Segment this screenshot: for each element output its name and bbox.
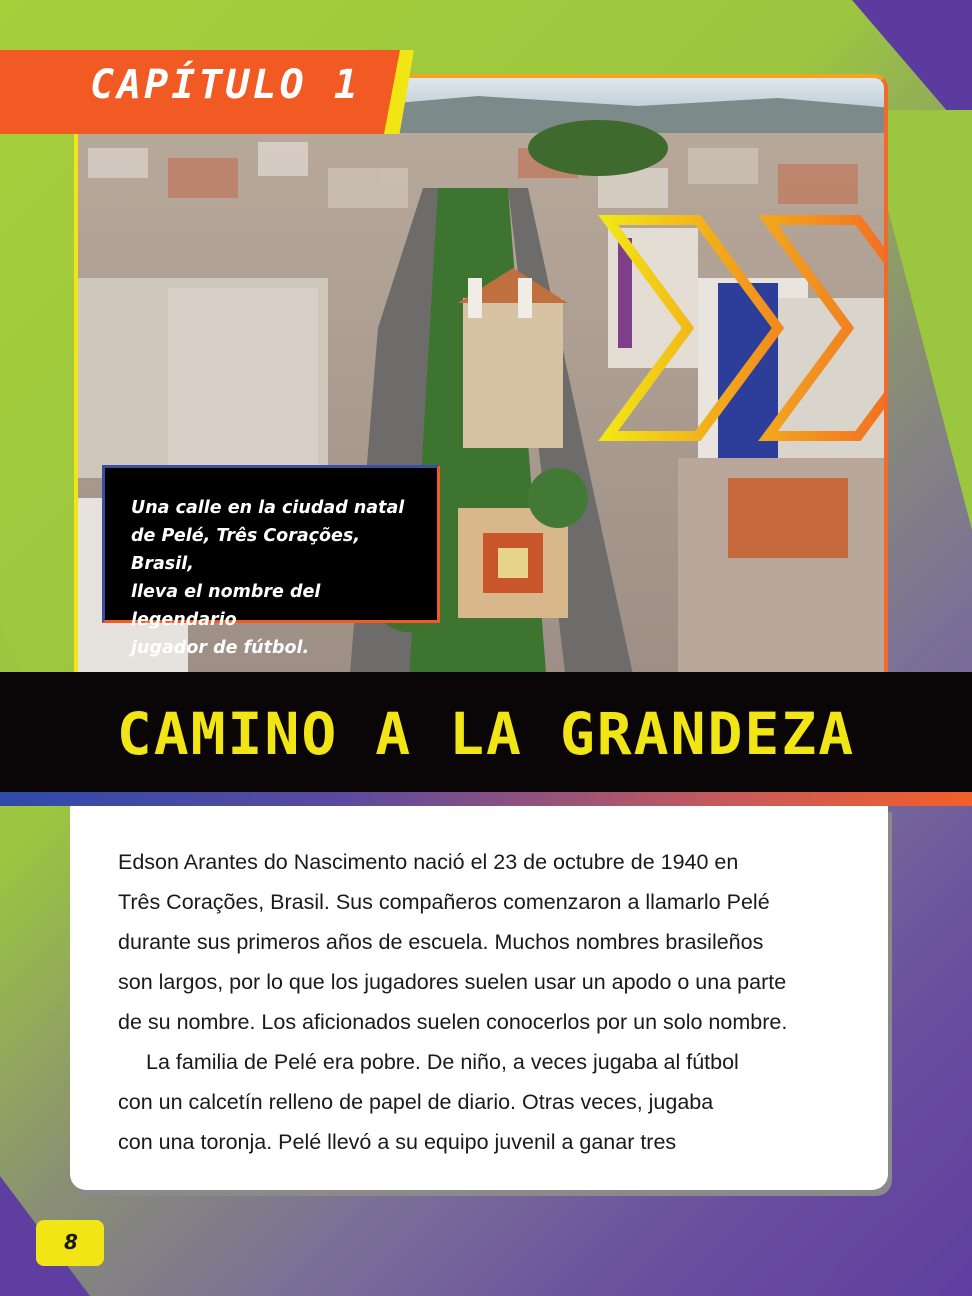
body-line: Três Corações, Brasil. Sus compañeros comenzaron a llamarlo Pelé xyxy=(118,890,770,914)
body-line: La familia de Pelé era pobre. De niño, a veces jugaba al fútbol xyxy=(146,1050,739,1074)
headline-color-strip xyxy=(0,792,972,806)
photo-caption xyxy=(102,465,440,658)
caption-line: Una calle en la ciudad natal xyxy=(131,498,405,518)
chapter-headline: CAMINO A LA GRANDEZA xyxy=(116,700,856,768)
body-line: con un calcetín relleno de papel de diario. Otras veces, jugaba xyxy=(118,1090,714,1114)
caption-line: jugador de fútbol. xyxy=(131,638,310,658)
page-number: 8 xyxy=(64,1230,78,1254)
caption-line: lleva el nombre del legendario xyxy=(131,582,321,630)
body-line: son largos, por lo que los jugadores suelen usar un apodo o una parte xyxy=(118,970,787,994)
body-line: Edson Arantes do Nascimento nació el 23 de octubre de 1940 en xyxy=(118,850,739,874)
caption-line: de Pelé, Três Corações, Brasil, xyxy=(131,526,360,574)
chapter-label: CAPÍTULO 1 xyxy=(90,62,361,108)
body-text xyxy=(118,842,878,1162)
body-line: de su nombre. Los aficionados suelen conocerlos por un solo nombre. xyxy=(118,1010,788,1034)
caption-text xyxy=(131,494,419,662)
body-line: durante sus primeros años de escuela. Muchos nombres brasileños xyxy=(118,930,764,954)
body-line: con una toronja. Pelé llevó a su equipo juvenil a ganar tres xyxy=(118,1130,677,1154)
